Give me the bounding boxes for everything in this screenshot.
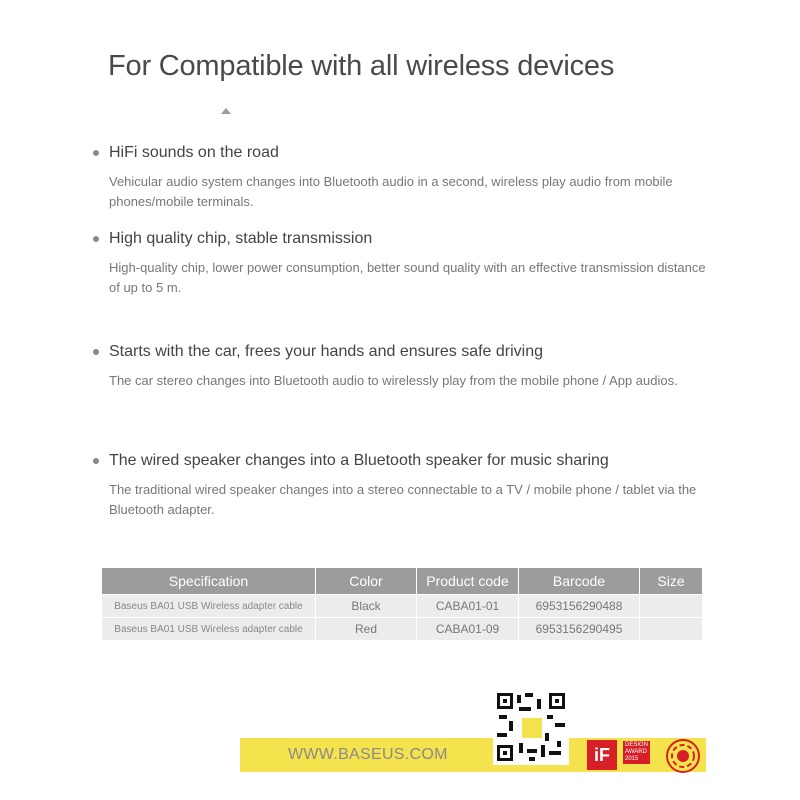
- table-row: [102, 595, 703, 618]
- feature-description: High-quality chip, lower power consumption, better sound quality with an effective transmission distance of up to 5 m.: [109, 260, 706, 295]
- feature-item: [93, 452, 713, 520]
- bullet-icon: [93, 236, 99, 242]
- feature-item: [93, 343, 713, 391]
- bullet-icon: [93, 150, 99, 156]
- qr-code-icon: [493, 689, 569, 765]
- specification-table: [101, 567, 703, 641]
- feature-title: The wired speaker changes into a Bluetooth speaker for music sharing: [109, 452, 609, 469]
- page-heading: For Compatible with all wireless devices: [108, 50, 615, 82]
- header-size: Size: [640, 568, 703, 595]
- qr-logo: [521, 717, 543, 739]
- feature-item: [93, 230, 713, 298]
- red-dot-award-icon: [664, 737, 702, 775]
- cell-specification: Baseus BA01 USB Wireless adapter cable: [102, 618, 316, 641]
- if-logo: iF: [587, 740, 617, 770]
- cell-product-code: CABA01-09: [417, 618, 519, 641]
- feature-description: The car stereo changes into Bluetooth audio to wirelessly play from the mobile phone / App audios.: [109, 373, 678, 388]
- header-product-code: Product code: [417, 568, 519, 595]
- cell-barcode: 6953156290495: [519, 618, 640, 641]
- feature-title: High quality chip, stable transmission: [109, 230, 373, 247]
- cell-color: Black: [316, 595, 417, 618]
- table-header-row: [102, 568, 703, 595]
- cell-product-code: CABA01-01: [417, 595, 519, 618]
- bullet-icon: [93, 349, 99, 355]
- header-specification: Specification: [102, 568, 316, 595]
- feature-title: HiFi sounds on the road: [109, 144, 279, 161]
- header-barcode: Barcode: [519, 568, 640, 595]
- caret-up-icon: [221, 108, 231, 114]
- cell-barcode: 6953156290488: [519, 595, 640, 618]
- feature-description: Vehicular audio system changes into Bluetooth audio in a second, wireless play audio from mobile phones/mobile terminals.: [109, 174, 673, 209]
- website-link[interactable]: WWW.BASEUS.COM: [288, 746, 448, 763]
- table-row: [102, 618, 703, 641]
- bullet-icon: [93, 458, 99, 464]
- cell-size: [640, 595, 703, 618]
- cell-size: [640, 618, 703, 641]
- feature-description: The traditional wired speaker changes into a stereo connectable to a TV / mobile phone / tablet via the Bluetooth adapter.: [109, 482, 697, 517]
- cell-color: Red: [316, 618, 417, 641]
- cell-specification: Baseus BA01 USB Wireless adapter cable: [102, 595, 316, 618]
- feature-title: Starts with the car, frees your hands and ensures safe driving: [109, 343, 544, 360]
- feature-item: [93, 144, 713, 212]
- header-color: Color: [316, 568, 417, 595]
- if-award-text: DESIGN AWARD 2015: [625, 742, 649, 762]
